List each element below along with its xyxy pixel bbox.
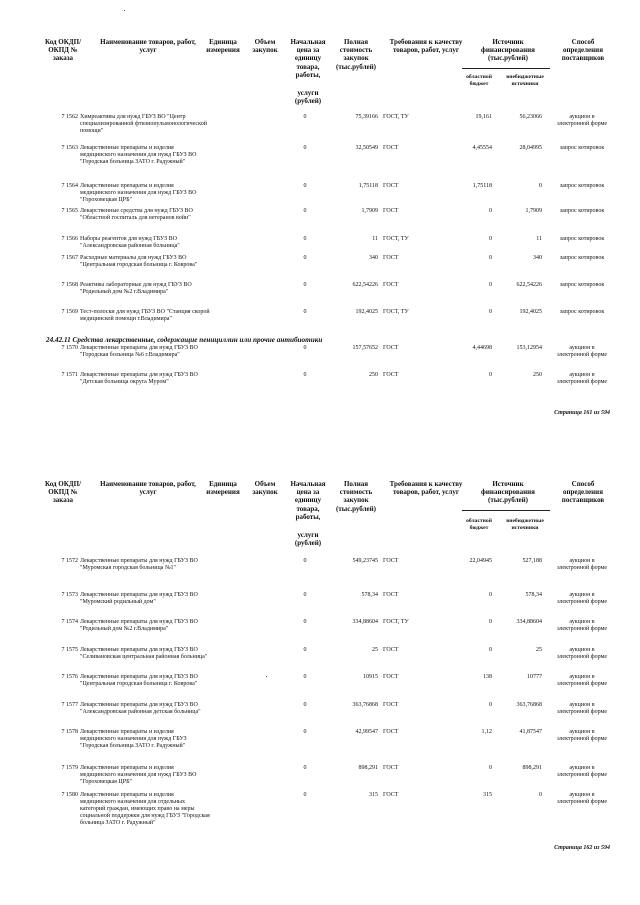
group-heading: 24.42.11 Средства лекарственные, содержащие пенициллин или прочие антибиотики <box>46 336 323 344</box>
header-price-services: услуги (рублей) <box>294 89 322 106</box>
page-footer: Страница 161 из 594 <box>554 410 610 416</box>
scan-speck <box>124 10 125 11</box>
page-footer: Страница 162 из 594 <box>554 845 610 851</box>
header-source-regional: областной бюджет <box>466 74 492 87</box>
header-source-other: внебюджетные источники <box>506 518 544 531</box>
source-divider <box>462 510 550 511</box>
header-source-regional: областной бюджет <box>466 518 492 531</box>
header-total: Полная стоимость закупок (тыс.рублей) <box>335 38 377 71</box>
header-method: Способ определения поставщиков <box>561 38 605 63</box>
header-source: Источник финансирования (тыс.рублей) <box>481 38 535 63</box>
scan-speck <box>266 676 267 677</box>
header-requirements: Требования к качеству товаров, работ, услуг <box>389 480 463 497</box>
header-price: Начальная цена за единицу товара, работы, <box>290 480 326 521</box>
header-total: Полная стоимость закупок (тыс.рублей) <box>335 480 377 513</box>
header-source: Источник финансирования (тыс.рублей) <box>481 480 535 505</box>
header-name: Наименование товаров, работ, услуг <box>100 480 196 497</box>
header-price-services: услуги (рублей) <box>294 531 322 548</box>
header-volume: Объем закупок <box>252 38 278 55</box>
header-source-other: внебюджетные источники <box>506 74 544 87</box>
header-code: Код ОКДП/ ОКПД № заказа <box>44 480 82 505</box>
document-page-161: Код ОКДП/ ОКПД № заказа Наименование товаров, работ, услуг Единица измерения Объем закупок Начальная цена за единицу товара, работы, услуги (рублей) Полная стоимость закупок (тыс.рублей) Требования к качеству товаров, работ, услуг Источник финансирования (тыс.рублей) областной бюджет внебюджетные источники Способ определения поставщиков 7 1562 Химреактивы для нужд ГБУЗ ВО "Центр специализированной фтизиопульмонологической помощи" 0 75,39166 ГОСТ, ТУ 19,161 56,23066 аукцион в электронной форме 7 1563 Лекарственные препараты и изделия медицинского назначения для нужд ГБУЗ ВО "Городская больница ЗАТО г. Радужный" 0 32,50549 ГОСТ 4,45554 28,04995 запрос котировок 7 1564 Лекарственные препараты и изделия медицинского назначения для нужд ГБУЗ ВО "Гороховецкая ЦРБ" 0 1,75118 ГОСТ 1,75118 0 запрос котировок 7 1565 Лекарственные средства для нужд ГБУЗ ВО "Областной госпиталь для ветеранов войн" 0 1,7909 ГОСТ 0 1,7909 запрос котировок 7 1566 Наборы реагентов для нужд ГБУЗ ВО "Александровская районная больница" 0 11 ГОСТ, ТУ 0 11 запрос котировок 7 1567 Расходные материалы для нужд ГБУЗ ВО "Центральная городская больница г. Коврова" 0 340 ГОСТ 0 340 запрос котировок 7 1568 Реактивы лабораторные для нужд ГБУЗ ВО "Родильный дом №2 г.Владимира" 0 622,54226 ГОСТ 0 622,54226 запрос котировок 7 1569 Тест-полоски для нужд ГБУЗ ВО "Станция скорой медицинской помощи г.Владимира" 0 192,4025 ГОСТ, ТУ 0 192,4025 запрос котировок 24.42.11 Средства лекарственные, содержащие пенициллин или прочие антибиотики 7 1570 Лекарственные препараты для нужд ГБУЗ ВО "Городская больница №6 г.Владимира" 0 157,57652 ГОСТ 4,44698 153,12954 аукцион в электронной форме 7 1571 Лекарственные препараты для нужд ГБУЗ ВО "Детская больница округа Муром" 0 250 ГОСТ 0 250 аукцион в электронной форме Страница 161 из 594 <box>0 0 640 452</box>
header-method: Способ определения поставщиков <box>561 480 605 505</box>
header-price: Начальная цена за единицу товара, работы, <box>290 38 326 79</box>
header-requirements: Требования к качеству товаров, работ, услуг <box>389 38 463 55</box>
source-divider <box>462 68 550 69</box>
header-volume: Объем закупок <box>252 480 278 497</box>
document-page-162: Код ОКДП/ ОКПД № заказа Наименование товаров, работ, услуг Единица измерения Объем закупок Начальная цена за единицу товара, работы, услуги (рублей) Полная стоимость закупок (тыс.рублей) Требования к качеству товаров, работ, услуг Источник финансирования (тыс.рублей) областной бюджет внебюджетные источники Способ определения поставщиков 7 1572 Лекарственные препараты для нужд ГБУЗ ВО "Муромская городская больница №1" 0 549,23745 ГОСТ 22,04945 527,188 аукцион в электронной форме 7 1573 Лекарственные препараты для нужд ГБУЗ ВО "Муромский родильный дом" 0 578,34 ГОСТ 0 578,34 аукцион в электронной форме 7 1574 Лекарственные препараты для нужд ГБУЗ ВО "Родильный дом №2 г.Владимира" 0 334,88604 ГОСТ, ТУ 0 334,88604 аукцион в электронной форме 7 1575 Лекарственные препараты для нужд ГБУЗ ВО "Селивановская центральная районная больница" 0 25 ГОСТ 0 25 аукцион в электронной форме 7 1576 Лекарственные препараты для нужд ГБУЗ ВО "Центральная городская больница г. Коврова" 0 10915 ГОСТ 138 10777 аукцион в электронной форме 7 1577 Лекарственные препараты для нужд ГБУЗ ВО "Александровская районная детская больница" 0 363,76868 ГОСТ 0 363,76868 аукцион в электронной форме 7 1578 Лекарственные препараты и изделия медицинского назначения для нужд ГБУЗ "Городская больница ЗАТО г. Радужный" 0 42,99547 ГОСТ 1,12 41,87547 аукцион в электронной форме 7 1579 Лекарственные препараты и изделия медицинского назначения для нужд ГБУЗ ВО "Гороховецкая ЦРБ" 0 898,291 ГОСТ 0 898,291 аукцион в электронной форме 7 1580 Лекарственные препараты и изделия медицинского назначения для отдельных категорий граждан, имеющих право на меры социальной поддержки для нужд ГБУЗ "Городская больница ЗАТО г. Радужный" 0 315 ГОСТ 315 0 аукцион в электронной форме Страница 162 из 594 <box>0 452 640 905</box>
header-name: Наименование товаров, работ, услуг <box>100 38 196 55</box>
header-code: Код ОКДП/ ОКПД № заказа <box>44 38 82 63</box>
header-unit: Единица измерения <box>206 480 240 497</box>
header-unit: Единица измерения <box>206 38 240 55</box>
